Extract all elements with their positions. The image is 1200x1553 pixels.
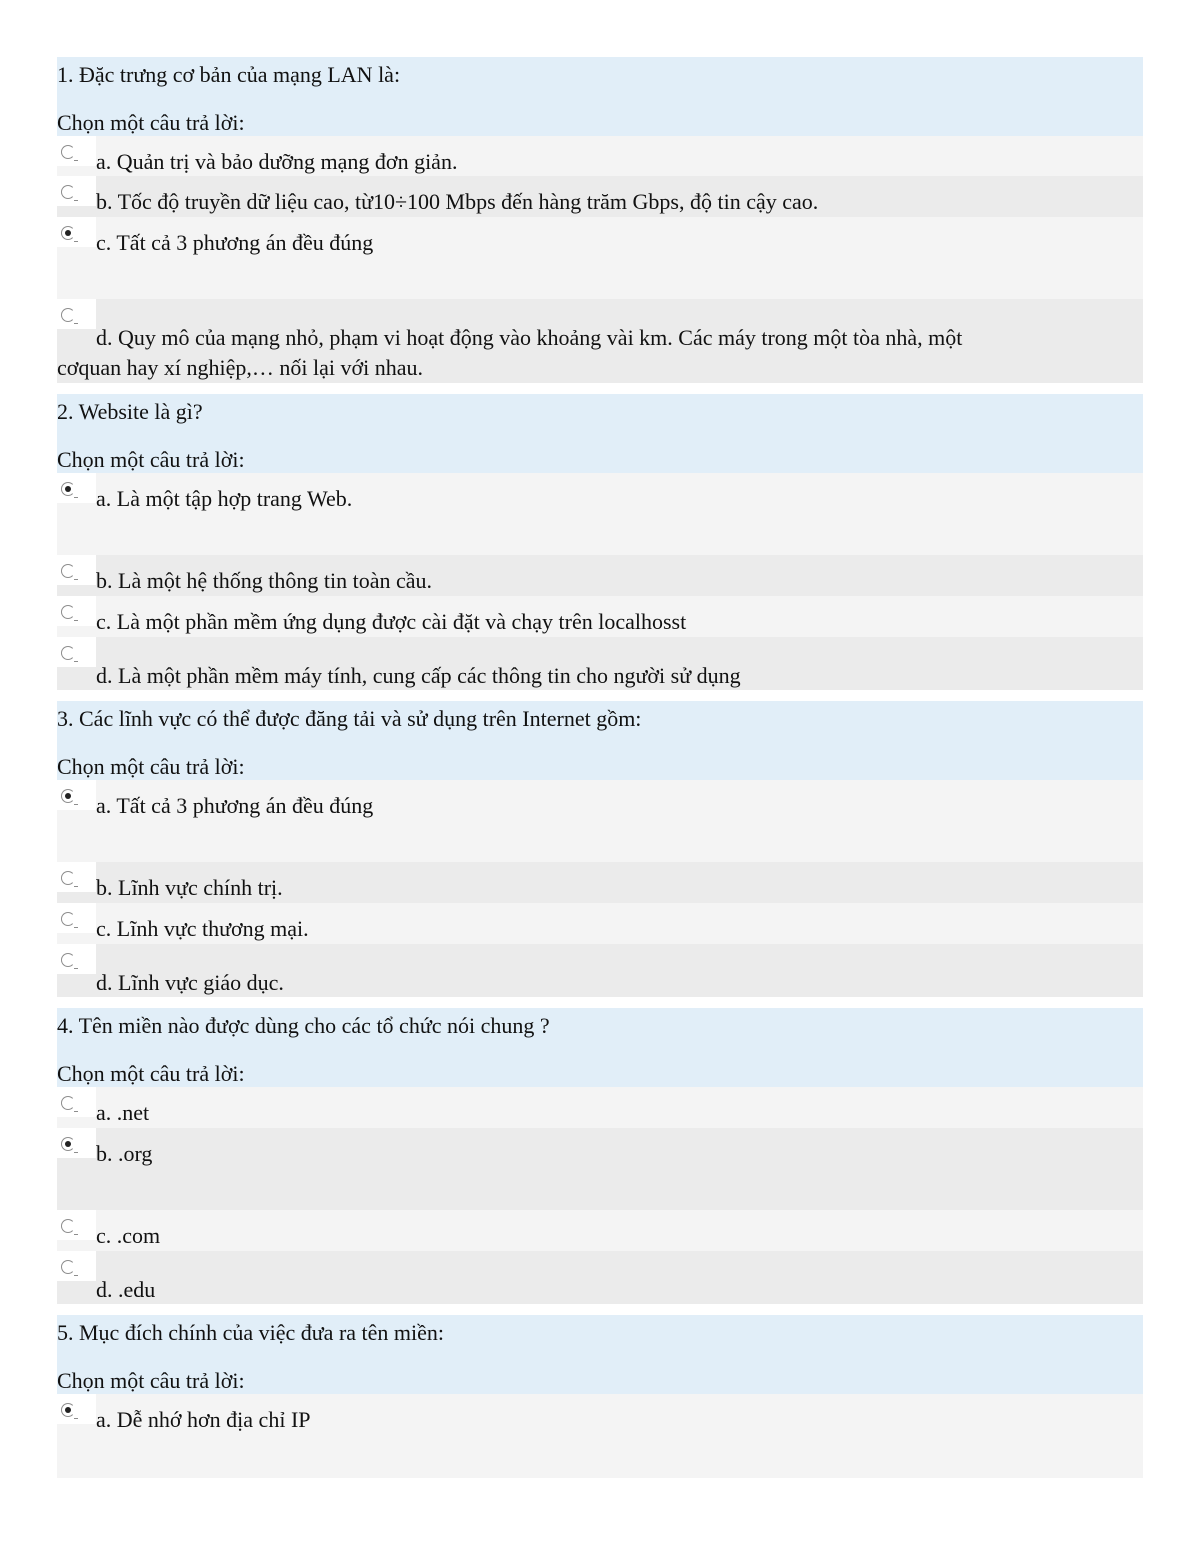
option-2c[interactable]: [57, 596, 1143, 637]
option-label: b. Lĩnh vực chính trị.: [96, 875, 283, 900]
option-3b[interactable]: [57, 862, 1143, 903]
radio-button-selected[interactable]: [61, 789, 75, 803]
answer-prompt: Chọn một câu trả lời:: [57, 447, 245, 472]
option-3c[interactable]: [57, 903, 1143, 944]
option-label: d. .edu: [96, 1277, 156, 1302]
question-title: 1. Đặc trưng cơ bản của mạng LAN là:: [57, 62, 401, 87]
option-1c[interactable]: [57, 217, 1143, 299]
radio-button[interactable]: [61, 646, 75, 660]
question-header: [57, 57, 1143, 136]
option-label: d. Lĩnh vực giáo dục.: [96, 970, 284, 995]
radio-button-selected[interactable]: [61, 226, 75, 240]
answer-prompt: Chọn một câu trả lời:: [57, 110, 245, 135]
option-3d[interactable]: [57, 944, 1143, 997]
radio-button[interactable]: [61, 308, 75, 322]
radio-button[interactable]: [61, 1219, 75, 1233]
radio-button[interactable]: [61, 564, 75, 578]
option-label: c. .com: [96, 1223, 161, 1248]
question-header: [57, 394, 1143, 473]
option-label-line-1: d. Quy mô của mạng nhỏ, phạm vi hoạt động vào khoảng vài km. Các máy trong một tòa nhà, một: [96, 325, 963, 350]
question-1: [57, 57, 1143, 383]
option-label: a. Là một tập hợp trang Web.: [96, 486, 353, 511]
option-4a[interactable]: [57, 1087, 1143, 1128]
option-label: d. Là một phần mềm máy tính, cung cấp các thông tin cho người sử dụng: [96, 663, 741, 688]
question-header: [57, 1008, 1143, 1087]
quiz-page: [57, 57, 1143, 1489]
radio-button-selected[interactable]: [61, 1137, 75, 1151]
option-2b[interactable]: [57, 555, 1143, 596]
option-label: b. Tốc độ truyền dữ liệu cao, từ10÷100 Mbps đến hàng trăm Gbps, độ tin cậy cao.: [96, 189, 819, 214]
option-label: [57, 299, 1143, 383]
radio-button[interactable]: [61, 912, 75, 926]
question-title: 4. Tên miền nào được dùng cho các tổ chức nói chung ?: [57, 1013, 550, 1038]
option-label: b. Là một hệ thống thông tin toàn cầu.: [96, 568, 433, 593]
option-4d[interactable]: [57, 1251, 1143, 1304]
question-title: 3. Các lĩnh vực có thể được đăng tải và sử dụng trên Internet gồm:: [57, 706, 642, 731]
option-label: a. .net: [96, 1100, 150, 1125]
option-label: b. .org: [96, 1141, 153, 1166]
radio-button[interactable]: [61, 605, 75, 619]
option-3a[interactable]: [57, 780, 1143, 862]
answer-prompt: Chọn một câu trả lời:: [57, 1061, 245, 1086]
option-5a[interactable]: [57, 1394, 1143, 1478]
radio-button[interactable]: [61, 185, 75, 199]
question-4: [57, 1008, 1143, 1304]
radio-button-selected[interactable]: [61, 1403, 75, 1417]
radio-button[interactable]: [61, 871, 75, 885]
option-label: a. Tất cả 3 phương án đều đúng: [96, 793, 374, 818]
question-header: [57, 1315, 1143, 1394]
option-4b[interactable]: [57, 1128, 1143, 1210]
option-4c[interactable]: [57, 1210, 1143, 1251]
question-title: 2. Website là gì?: [57, 399, 203, 424]
option-label-line-2: cơquan hay xí nghiệp,… nối lại với nhau.: [57, 355, 424, 380]
radio-button[interactable]: [61, 1260, 75, 1274]
option-label: a. Quản trị và bảo dưỡng mạng đơn giản.: [96, 149, 458, 174]
option-2a[interactable]: [57, 473, 1143, 555]
option-1a[interactable]: [57, 136, 1143, 176]
question-header: [57, 701, 1143, 780]
option-label: c. Là một phần mềm ứng dụng được cài đặt và chạy trên localhosst: [96, 609, 687, 634]
radio-button[interactable]: [61, 953, 75, 967]
question-5: [57, 1315, 1143, 1478]
answer-prompt: Chọn một câu trả lời:: [57, 1368, 245, 1393]
option-label: c. Tất cả 3 phương án đều đúng: [96, 230, 374, 255]
radio-button[interactable]: [61, 1096, 75, 1110]
option-1b[interactable]: [57, 176, 1143, 217]
question-2: [57, 394, 1143, 690]
question-3: [57, 701, 1143, 997]
option-label: c. Lĩnh vực thương mại.: [96, 916, 309, 941]
radio-button[interactable]: [61, 145, 75, 159]
option-1d[interactable]: [57, 299, 1143, 383]
question-title: 5. Mục đích chính của việc đưa ra tên miền:: [57, 1320, 445, 1345]
answer-prompt: Chọn một câu trả lời:: [57, 754, 245, 779]
option-2d[interactable]: [57, 637, 1143, 690]
option-label: a. Dễ nhớ hơn địa chỉ IP: [96, 1407, 311, 1432]
radio-button-selected[interactable]: [61, 482, 75, 496]
